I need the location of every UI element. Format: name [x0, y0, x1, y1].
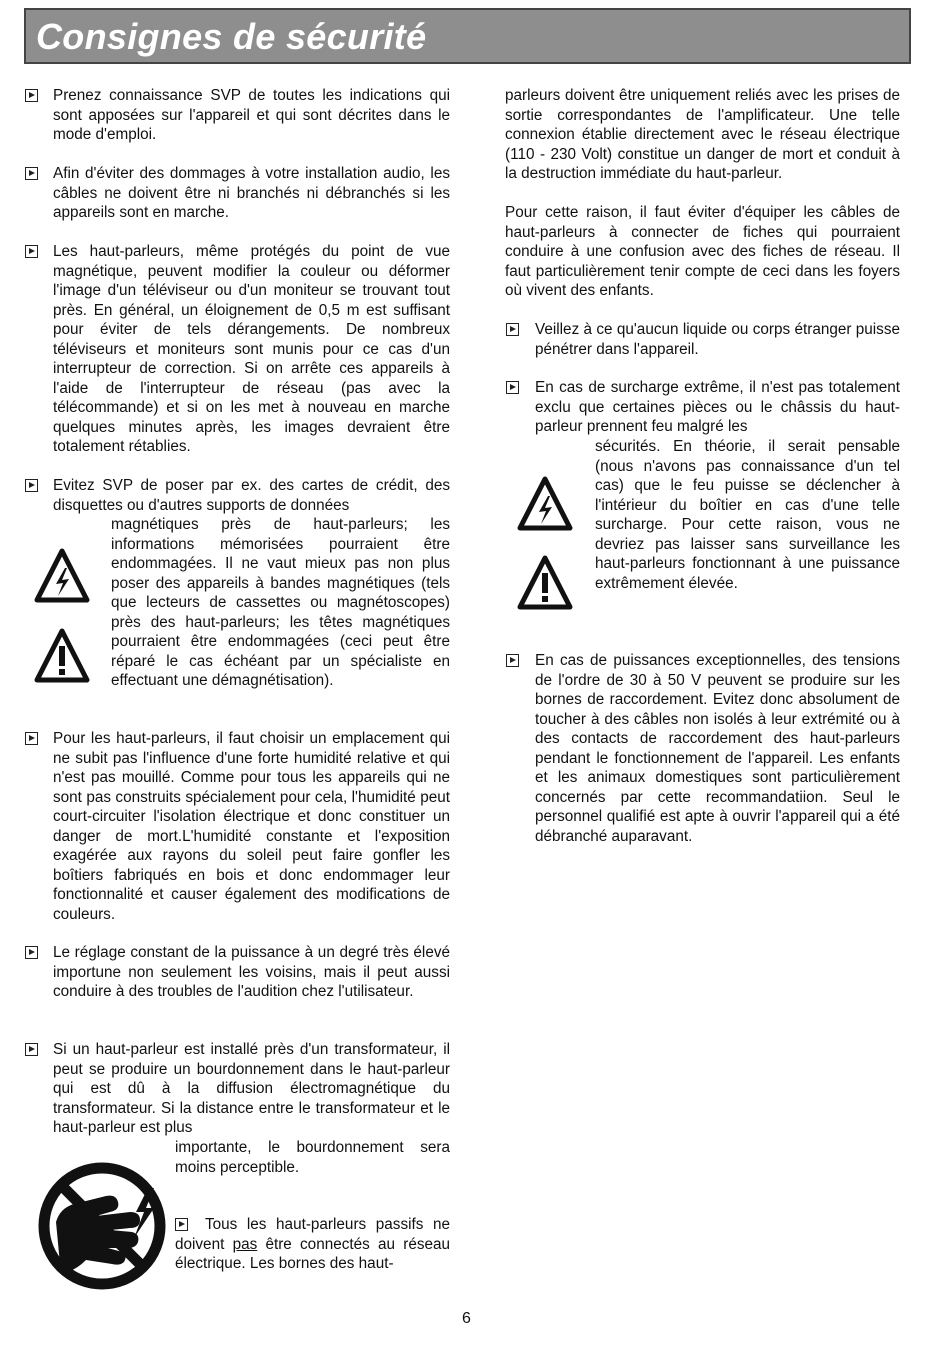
play-bullet-icon	[506, 323, 519, 336]
safety-paragraph-7a: Si un haut-parleur est installé près d'un transformateur, il peut se produire un bourdonnement dans le haut-parleur qui est dû à la diffusion électromagnétique du transformateur. Si la distance entre le transformateur et le haut-parleur est plus	[53, 1041, 450, 1136]
safety-paragraph-4b: magnétiques près de haut-parleurs; les informations mémorisées pourraient être endommagées. Il ne vaut mieux pas non plus poser des appareils à bandes magnétiques (tels que lecteurs de cassettes ou magnétoscopes) près des haut-parleurs; les têtes magnétiques pourraient être endommagées (ceci peut être réparé le cas échéant par un spécialiste en effectuant une démagnétisation).	[111, 516, 450, 689]
safety-paragraph-5: Pour les haut-parleurs, il faut choisir un emplacement qui ne subit pas l'influence d'une forte humidité relative et qui n'est pas mouillé. Comme pour tous les appareils qui ne sont pas construits spécialement pour cela, l'humidité peut court-circuiter l'isolation électrique et donc constituer un danger de mort.L'humidité constante et l'exposition exagérée aux rayons du soleil peut faire gonfler les boîtiers fabriqués en bois et donc endommager leur fonctionnalité et causer également des modifications de couleurs.	[53, 730, 450, 923]
play-bullet-icon	[25, 1043, 38, 1056]
paragraph-8-text-end: être connectés au réseau électrique. Les bornes des haut-	[175, 1235, 450, 1272]
safety-paragraph-cables: Pour cette raison, il faut éviter d'équiper les câbles de haut-parleurs à connecter de fiches qui pourraient conduire à une confusion avec des fiches de réseau. Il faut particulièrement tenir compte de ceci dans les foyers où vivent des enfants.	[505, 204, 900, 299]
no-touch-hand-icon	[36, 1160, 168, 1292]
safety-paragraph-continued: parleurs doivent être uniquement reliés avec les prises de sortie correspondantes de l'amplificateur. Une telle connexion établie directement avec le réseau électrique (110 - 230 Volt) constitue un danger de mort et conduit à la destruction immédiate du haut-parleur.	[505, 87, 900, 182]
page-title: Consignes de sécurité	[36, 16, 427, 57]
play-bullet-icon	[25, 245, 38, 258]
play-bullet-icon	[506, 654, 519, 667]
safety-paragraph-voltage: En cas de puissances exceptionnelles, des tensions de l'ordre de 30 à 50 V peuvent se produire sur les bornes de raccordement. Evitez donc absolument de toucher à des câbles non isolés à leur extrémité ou à des contacts de raccordement des haut-parleurs pendant le fonctionnement de l'appareil. Les enfants et les animaux domestiques sont particulièrement concernés par cette recommandatiion. Seul le personnel qualifié est apte à ouvrir l'appareil qui a été débranché auparavant.	[535, 652, 900, 845]
play-bullet-icon	[25, 732, 38, 745]
safety-paragraph-7b: importante, le bourdonnement sera moins perceptible.	[175, 1139, 450, 1176]
safety-paragraph-1: Prenez connaissance SVP de toutes les indications qui sont apposées sur l'appareil et qui sont décrites dans le mode d'emploi.	[53, 87, 450, 143]
electric-hazard-icon	[34, 548, 90, 604]
paragraph-8-underlined-word: pas	[232, 1235, 258, 1253]
play-bullet-icon	[25, 479, 38, 492]
page-header	[24, 8, 911, 64]
paragraph-8-text-start: Tous les haut-parleurs passifs ne doivent	[175, 1216, 450, 1253]
safety-paragraph-liquid: Veillez à ce qu'aucun liquide ou corps étranger puisse pénétrer dans l'appareil.	[535, 321, 900, 358]
safety-paragraph-2: Afin d'éviter des dommages à votre installation audio, les câbles ne doivent être ni branchés ni débranchés si les appareils sont en marche.	[53, 165, 450, 221]
safety-paragraph-8	[175, 1215, 450, 1274]
warning-exclamation-icon	[34, 628, 90, 684]
safety-paragraph-overload-a: En cas de surcharge extrême, il n'est pas totalement exclu que certaines pièces ou le châssis du haut-parleur prennent feu malgré les	[535, 379, 900, 435]
warning-exclamation-icon	[517, 555, 573, 611]
play-bullet-icon	[25, 946, 38, 959]
play-bullet-icon	[25, 167, 38, 180]
safety-paragraph-4a: Evitez SVP de poser par ex. des cartes de crédit, des disquettes ou d'autres supports de données	[53, 477, 450, 514]
electric-hazard-icon	[517, 476, 573, 532]
play-bullet-icon	[506, 381, 519, 394]
safety-paragraph-6: Le réglage constant de la puissance à un degré très élevé importune non seulement les voisins, mais il peut aussi conduire à des troubles de l'audition chez l'utilisateur.	[53, 944, 450, 1000]
page-number: 6	[462, 1310, 471, 1327]
play-bullet-icon	[25, 89, 38, 102]
safety-paragraph-overload-b: sécurités. En théorie, il serait pensable (nous n'avons pas connaissance d'un tel cas) que le feu puisse se déclencher à l'intérieur du boîtier en cas d'une telle surcharge. Pour cette raison, vous ne devriez pas laisser sans surveillance les haut-parleurs fonctionnant à une puissance extrêmement élevée.	[595, 438, 900, 592]
safety-paragraph-3: Les haut-parleurs, même protégés du point de vue magnétique, peuvent modifier la couleur ou déformer l'image d'un téléviseur ou d'un moniteur se trouvant tout près. En général, un éloignement de 0,5 m est suffisant pour éviter de tels dérangements. De nombreux téléviseurs et moniteurs sont munis pour ce cas d'un interrupteur de correction. Si on arrête ces appareils à l'aide de l'interrupteur de réseau (pas avec la télécommande) et si on les met à nouveau en marche quelques minutes après, les images devraient être totalement rétablies.	[53, 243, 450, 455]
